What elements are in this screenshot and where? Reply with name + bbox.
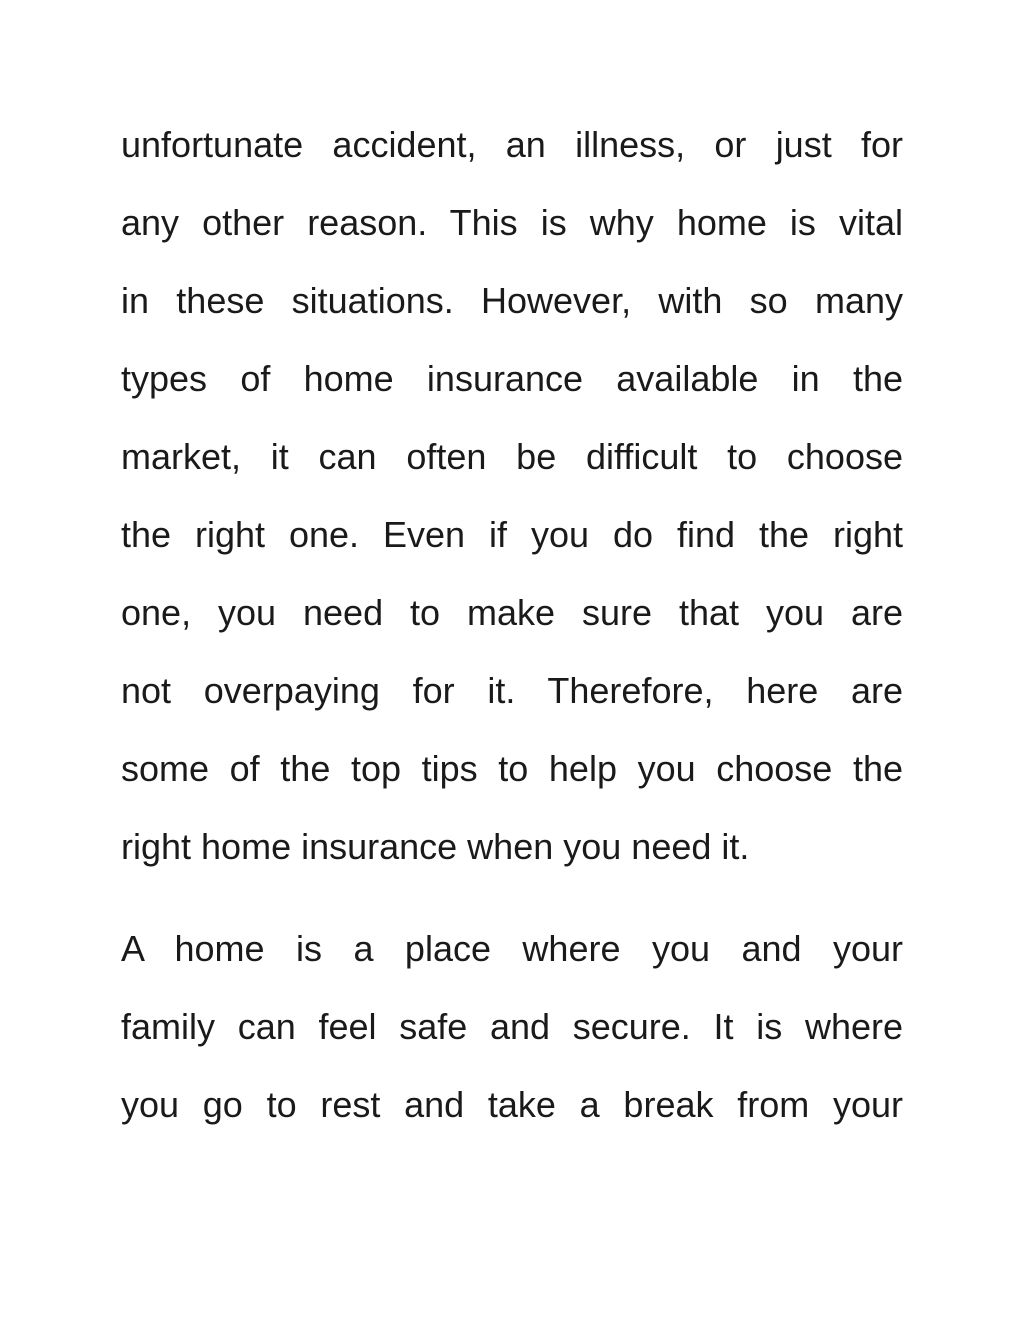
paragraph-1-line: market, it can often be difficult to choose (121, 436, 903, 477)
paragraph-1-line: unfortunate accident, an illness, or just for (121, 124, 903, 165)
paragraph-1-line: types of home insurance available in the (121, 358, 903, 399)
paragraph-1-line: any other reason. This is why home is vital (121, 202, 903, 243)
paragraph-1-line: in these situations. However, with so many (121, 280, 903, 321)
paragraph-1-line: one, you need to make sure that you are (121, 592, 903, 633)
paragraph-2-line: A home is a place where you and your (121, 928, 903, 969)
paragraph-2 (121, 924, 903, 1158)
paragraph-2-line: family can feel safe and secure. It is where (121, 1006, 903, 1047)
paragraph-1-line: the right one. Even if you do find the right (121, 514, 903, 555)
paragraph-1 (121, 120, 903, 900)
paragraph-1-line: not overpaying for it. Therefore, here are (121, 670, 903, 711)
paragraph-1-line: some of the top tips to help you choose the (121, 748, 903, 789)
paragraph-1-line: right home insurance when you need it. (121, 826, 750, 867)
paragraph-2-line: you go to rest and take a break from your (121, 1084, 903, 1125)
